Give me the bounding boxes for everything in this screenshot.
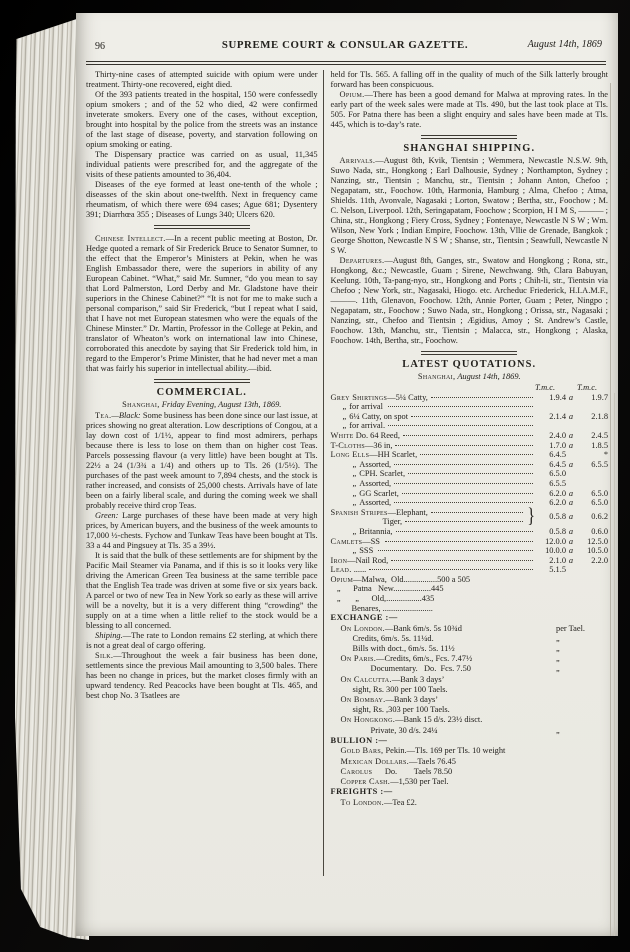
value-1: 5.1.5 — [549, 565, 566, 575]
quotation-row — [331, 537, 608, 547]
tmc-header: T.m.c. — [534, 383, 556, 392]
brace-line — [331, 508, 527, 518]
value-2 — [576, 565, 608, 575]
small-caps-lead: Chinese Intellect. — [95, 234, 166, 243]
row-label: Do. 64 Reed, — [353, 430, 400, 440]
rule-line — [421, 351, 517, 352]
quotation-plain-text: Benares, ........................ — [330, 603, 433, 613]
quotation-values — [536, 512, 608, 522]
paragraph: Tea.—Black: Some business has been done since our last issue, at prices showing no great alteration. Low descriptions of Congou, at a lay down cost of 1/1½, appear to find most admirers, perhaps because there is less to lose on them than on higher cost Teas. Parcels possessing flavour (a very little) have been bought at Tls. 22½ a 24 (1/3¾ a 1/4) and others up to Tls. 26 (1/5½). The purchases of the past week amount to 7,894 chests, and the stock is rather increased, and consists of 25,000 chests. Arrivals have of late been on a fairly liberal scale, and during the coming week we shall probably receive third crop Teas. — [86, 411, 318, 510]
quotation-brace-row — [330, 505, 608, 528]
ditto-mark: „ — [352, 488, 357, 498]
quotation-values — [536, 565, 608, 575]
spacer — [452, 767, 608, 777]
section-label: BULLION :— — [330, 735, 388, 745]
quotation-row — [331, 565, 608, 575]
value-2 — [576, 479, 608, 489]
quotation-row — [331, 489, 608, 499]
ditto-mark: „ — [352, 546, 357, 556]
row-label: for arrival. — [349, 421, 386, 431]
value-2: 2.4.5 — [591, 430, 608, 440]
value-conjunction: a — [568, 459, 574, 469]
paragraph: held for Tls. 565. A falling off in the quality of much of the Silk latterly brought forward has been conspicuous. — [330, 70, 608, 89]
dot-leader — [394, 483, 533, 484]
small-caps-lead: Spanish Stripes — [330, 507, 388, 517]
quotation-row — [331, 412, 608, 422]
quotation-row — [331, 441, 608, 451]
value-conjunction — [566, 565, 576, 575]
brace-line — [331, 517, 527, 527]
ditto-mark: „ — [342, 402, 347, 412]
dot-leader — [388, 406, 533, 407]
value-conjunction: a — [568, 498, 574, 508]
exchange-row — [331, 685, 608, 695]
quotation-values — [536, 441, 608, 451]
value-2: 6.5.0 — [591, 488, 608, 498]
paragraph: Thirty-nine cases of attempted suicide with opium were under treatment. Thirty-one recovered, eight died. — [86, 70, 318, 89]
value-1: 10.0.0 — [545, 546, 566, 556]
row-label: —Elephant, — [387, 507, 428, 517]
value-2: 10.5.0 — [587, 546, 608, 556]
row-label: —SS — [362, 536, 383, 546]
spacer — [456, 757, 608, 767]
quotation-values — [536, 469, 608, 479]
value-2: 6.5.0 — [591, 498, 608, 508]
value-2: * — [603, 450, 608, 460]
dot-leader — [403, 435, 533, 436]
value-1: 0.5.8 — [549, 512, 566, 522]
value-2: 6.5.5 — [591, 459, 608, 469]
dot-leader — [378, 550, 533, 551]
row-label: SSS — [359, 546, 376, 556]
quotation-values — [536, 431, 608, 441]
value-1: 6.4.5 — [549, 459, 566, 469]
dateline — [331, 372, 608, 382]
value-1: 2.1.0 — [549, 555, 566, 565]
row-text: On Calcutta.—Bank 3 days’ — [340, 674, 445, 684]
small-caps-lead: On Paris. — [340, 654, 377, 664]
row-text: sight, Rs. 300 per 100 Taels. — [352, 684, 448, 694]
small-caps-lead: Camlets — [330, 536, 363, 546]
paragraph: Green: Large purchases of these have been made at very high prices, by American buyers, and the business of the week amounts to 17,000 ½-chests. Fychow and Tunkaw Teas have been bought at Tls. 33 a 44 and Pingsuey at Tls. 35 a 39½. — [86, 511, 318, 550]
quotation-values — [536, 460, 608, 470]
paragraph: Of the 393 patients treated in the hospital, 150 were confessedly opium smokers ; and of the 52 who died, 42 were confirmed inveterate smokers. Every one of the cases, without exception, brought into hospital by the police from the streets was an instance of the last stage of disease, poverty, and starvation following on opium smoking or eating. — [86, 90, 318, 149]
page-title: SUPREME COURT & CONSULAR GAZETTE. — [221, 39, 469, 51]
exchange-row — [331, 634, 608, 644]
next-page-edge — [610, 83, 611, 936]
spacer — [455, 644, 556, 654]
spacer — [472, 654, 556, 664]
dot-leader — [402, 493, 533, 494]
row-label: GG Scarlet, — [359, 488, 399, 498]
small-caps-lead: Carolus — [340, 766, 373, 776]
paragraph: Silk.—Throughout the week a fair business has been done, settlements since the previous Mail amounting to 3,500 bales. There has been no change in prices, but the market closes firmly with an upward tendency. Red Peacocks have been bought at Tls. 465, and best chop No. 3 Tsatlees are — [86, 651, 318, 700]
dateline-date: Friday Evening, August 13th, 1869. — [159, 400, 282, 409]
section-heading: LATEST QUOTATIONS. — [402, 359, 537, 370]
value-1: 6.5.0 — [549, 469, 566, 479]
quotation-row — [331, 604, 608, 614]
value-1: 1.9.4 — [549, 392, 566, 402]
quotation-values — [536, 393, 608, 403]
italic-lead: Shiping. — [95, 631, 123, 640]
value-2: 0.6.2 — [591, 512, 608, 522]
row-text: Bills with doct., 6m/s. 5s. 11½ — [352, 644, 455, 654]
row-label: Assorted, — [359, 498, 392, 508]
tmc-header: T.m.c. — [576, 383, 598, 392]
spacer — [438, 695, 608, 705]
small-caps-lead: On London. — [340, 623, 385, 633]
right-text: per Tael. — [556, 623, 586, 633]
row-text: On London.—Bank 6m/s. 5s 10¾d — [340, 623, 462, 633]
dateline-place: Shanghai, — [122, 400, 160, 409]
value-2 — [576, 469, 608, 479]
paragraph: Departures.—August 8th, Ganges, str., Swatow and Hongkong ; Rona, str., Hongkong, &c.; Newcastle, Guam ; Sirene, Newchwang. 9th, Clara Babuyan, Keelung. 10th, Ta-pang-nyo, str., Hongkong and Ports ; Chih-li, str., Tientsin via Chefoo ; New York, str., Nagasaki, Hiogo. etc. Archeduc Friederick, H.I.A.M.F., ———. 11th, Glenavon, Foochow. 12th, Annie Porter, Guam ; Peter, Ningpo ; Negapatam, str., Foochow ; Suwo Nada, str., Hongkong ; Orissa, str., Nagasaki ; Nanzing, str., Chefoo and Tientsin ; Ægidius, Amoy ; St. Andrew’s Castle, Foochow. 13th, Manchu, str., Tientsin ; Malacca, str., Hongkong ; Alaska, Foochow. 14th, Bertha, str., Foochow. — [330, 256, 608, 345]
value-conjunction — [566, 469, 576, 479]
value-1: 0.5.8 — [549, 526, 566, 536]
value-2: 1.9.7 — [591, 392, 608, 402]
section-divider-rule — [421, 135, 517, 139]
right-text: „ — [556, 633, 560, 643]
row-label: ...... — [351, 565, 367, 575]
rule-line — [421, 354, 517, 355]
italic-lead: —Black: — [111, 411, 141, 420]
rule-line — [154, 228, 250, 229]
row-label: CPH. Scarlet, — [359, 469, 406, 479]
paragraph: Shiping.—The rate to London remains £2 sterling, at which there is not a great deal of cargo offering. — [86, 631, 318, 650]
dot-leader — [391, 560, 533, 561]
quotation-values — [536, 498, 608, 508]
spacer — [449, 777, 608, 787]
small-caps-lead: T-Cloths — [330, 440, 366, 450]
row-text: Gold Bars, Pekin.—Tls. 169 per Tls. 10 weight — [340, 746, 506, 756]
value-conjunction: a — [568, 512, 574, 522]
row-text: Carolus Do. Taels 78.50 — [340, 766, 453, 776]
dot-leader — [395, 445, 533, 446]
dot-leader — [408, 473, 533, 474]
ditto-mark: „ — [352, 459, 357, 469]
header-rule — [86, 61, 606, 67]
exchange-row — [331, 705, 608, 715]
row-label: —5¼ Catty, — [387, 392, 428, 402]
ditto-mark: „ — [352, 498, 357, 508]
dot-leader — [411, 416, 533, 417]
quotation-row — [331, 594, 608, 604]
row-label: —HH Scarlet, — [369, 450, 418, 460]
quotation-values — [536, 489, 608, 499]
row-text: Credits, 6m/s. 5s. 11¼d. — [352, 633, 434, 643]
row-text: Copper Cash.—1,530 per Tael. — [340, 776, 449, 786]
row-label: —36 in, — [365, 440, 393, 450]
ditto-mark: „ — [352, 478, 357, 488]
page-header — [88, 39, 602, 54]
dot-leader — [420, 454, 533, 455]
quotation-row — [331, 393, 608, 403]
paragraph: Arrivals.—August 8th, Kvik, Tientsin ; Wemmera, Newcastle N.S.W. 9th, Suwo Nada, str., Hongkong ; Earl Dalhousie, Sydney ; Northampton, Sydney ; Nanzing, str., Tientsin ; Manchu, str., Tientsin ; Johann Anton, Chefoo ; Negapatam, str., Foochow. 10th, Harmonia, Hamburg ; Alma, Chefoo ; Atma, Shields. 11th, Avonvale, Nagasaki ; Lorton, Swatow ; Bertha, str., Foochow ; M. C. Nelson, Liverpool. 12th, Seringapatam, Foochow ; Scorpion, H I M S, ——— ; China, str., Hongkong ; Fiery Cross, Sydney ; Fontenaye, Newcastle N S W ; Wm. Wilson, New York ; Indian Empire, Foochow. 13th, Vllie de Grenade, Bangkok ; George Shotton, Newcastle N S W ; Shanse, str., Tientsin ; Seawfull, Newcastle N S W. — [330, 156, 608, 255]
value-conjunction: a — [568, 392, 574, 402]
spacer — [444, 675, 608, 685]
exchange-row — [331, 757, 608, 767]
brace-glyph: } — [527, 505, 535, 528]
value-1: 6.2.0 — [549, 498, 566, 508]
column-divider-rule — [323, 70, 324, 876]
quotation-values — [536, 546, 608, 556]
row-text: To London.—Tea £2. — [340, 797, 417, 807]
value-2: 1.8.5 — [591, 440, 608, 450]
small-caps-lead: White — [330, 430, 354, 440]
row-text: On Paris.—Credits, 6m/s., Fcs. 7.47½ — [340, 654, 473, 664]
brace-lines — [331, 508, 527, 527]
spacer — [450, 705, 608, 715]
value-1: 12.0.0 — [545, 536, 566, 546]
dot-leader — [385, 541, 533, 542]
small-caps-lead: Opium — [330, 574, 354, 584]
quotation-values — [536, 479, 608, 489]
dot-leader — [394, 464, 533, 465]
quotation-row — [331, 469, 608, 479]
right-column — [331, 70, 608, 884]
row-label: Britannia, — [359, 526, 393, 536]
value-2: 12.5.0 — [587, 536, 608, 546]
row-label: Tiger, — [382, 517, 403, 527]
quotation-row — [331, 546, 608, 556]
section-heading: COMMERCIAL. — [156, 387, 247, 398]
small-caps-lead: To London. — [340, 797, 384, 807]
value-conjunction: a — [568, 546, 574, 556]
exchange-row — [331, 675, 608, 685]
next-page-edge-2 — [614, 393, 615, 936]
small-caps-lead: Grey Shirtings — [330, 392, 388, 402]
dateline — [86, 400, 318, 410]
left-column — [86, 70, 318, 884]
small-caps-lead: Opium. — [339, 90, 365, 99]
small-caps-lead: On Hongkong. — [340, 715, 396, 725]
paragraph: The Dispensary practice was carried on as usual, 11,345 individual patients were prescribed for, and the aggregate of the visits of these patients amounted to 36,404. — [86, 150, 318, 179]
small-caps-lead: Long Ells — [330, 450, 370, 460]
value-2: 2.2.0 — [591, 555, 608, 565]
rule-line — [154, 382, 250, 383]
quotation-row — [331, 431, 608, 441]
small-caps-lead: Departures. — [339, 256, 385, 265]
exchange-row — [331, 644, 608, 654]
rule-line — [421, 138, 517, 139]
section-divider-rule — [421, 351, 517, 355]
dot-leader — [431, 512, 523, 513]
small-caps-lead: Silk. — [95, 651, 114, 660]
row-text: On Hongkong.—Bank 15 d/s. 23½ disct. — [340, 715, 483, 725]
dateline-place: Shanghai, — [417, 372, 456, 381]
value-conjunction: a — [568, 536, 574, 546]
quotation-values — [536, 412, 608, 422]
small-caps-lead: Tea. — [95, 411, 112, 420]
value-1: 6.2.0 — [549, 488, 566, 498]
small-caps-lead: Copper Cash. — [340, 776, 391, 786]
section-heading: SHANGHAI SHIPPING. — [403, 143, 536, 154]
right-text: „ — [556, 654, 560, 664]
row-text: Mexican Dollars.—Taels 76.45 — [340, 756, 456, 766]
italic-lead: Green: — [95, 511, 119, 520]
value-conjunction: a — [568, 488, 574, 498]
spacer — [482, 715, 608, 725]
quotation-row — [331, 556, 608, 566]
gazette-page — [76, 13, 618, 936]
dot-leader — [405, 521, 523, 522]
spacer — [448, 685, 608, 695]
paragraph: It is said that the bulk of these settlements are for shipment by the Pacific Mail Steamer via Panama, and if this is so it looks very like driving the American Green Tea business at the same terrible pace that the English Tea trade was driven at some five or six years back. A parcel or two of new Tea in New York so early as these will arrive will be a novelty, but it is a very different thing “crowding” the supply on at a time when a little relief to the stock would be a blessing to all concerned. — [86, 551, 318, 630]
ditto-mark: „ — [342, 421, 347, 431]
row-text: On Bombay.—Bank 3 days’ — [340, 695, 439, 705]
row-text: sight, Rs. ,303 per 100 Taels. — [352, 705, 450, 715]
quotation-row — [331, 575, 608, 585]
dot-leader — [388, 425, 533, 426]
paragraph: Opium.—There has been a good demand for Malwa at mproving rates. In the early part of the week sales were made at Tls. 490, but the last took place at Tls. 505. For Patna there has been a slight enquiry and sales have been made at Tls. 445, which is to-day’s rate. — [330, 90, 608, 129]
right-text: „ — [556, 664, 560, 674]
quotation-row — [331, 460, 608, 470]
value-conjunction: a — [568, 440, 574, 450]
row-label: Assorted, — [359, 478, 392, 488]
small-caps-lead: Gold Bars, — [340, 746, 384, 756]
value-1: 6.5.5 — [549, 478, 566, 488]
quotation-values — [536, 556, 608, 566]
page-number: 96 — [95, 41, 105, 52]
quotation-row — [331, 450, 608, 460]
exchange-row — [331, 624, 608, 634]
spacer — [505, 746, 608, 756]
ditto-mark: „ — [352, 469, 357, 479]
spacer — [417, 798, 608, 808]
exchange-row — [331, 654, 608, 664]
quotation-row — [331, 421, 608, 431]
quotation-plain-text: „ Patna New..................445 — [330, 584, 444, 594]
quotation-values — [536, 537, 608, 547]
quotation-row — [331, 498, 608, 508]
section-label: EXCHANGE :— — [330, 613, 398, 623]
section-divider-rule — [154, 225, 250, 229]
row-label: 6¼ Catty, on spot — [349, 411, 409, 421]
value-conjunction: a — [568, 555, 574, 565]
exchange-row — [331, 798, 608, 808]
exchange-row — [331, 695, 608, 705]
quotation-row — [331, 402, 608, 412]
quotation-plain-text: „ „ Old,.................435 — [330, 594, 435, 604]
row-label: —Nail Rod, — [347, 555, 389, 565]
dot-leader — [369, 569, 533, 570]
row-label: Assorted, — [359, 459, 392, 469]
value-conjunction: a — [568, 430, 574, 440]
row-text: Private, 30 d/s. 24¼ — [370, 725, 438, 735]
dateline-date: August 14th, 1869. — [455, 372, 521, 381]
value-1: 6.4.5 — [549, 450, 566, 460]
small-caps-lead: Mexican Dollars. — [340, 756, 410, 766]
small-caps-lead: Iron — [330, 555, 348, 565]
spacer — [438, 726, 556, 736]
small-caps-lead: On Bombay. — [340, 695, 386, 705]
exchange-row — [331, 715, 608, 725]
value-conjunction — [566, 479, 576, 489]
section-label: FREIGHTS :— — [330, 787, 393, 797]
value-conjunction: a — [568, 411, 574, 421]
paragraph: Chinese Intellect.—In a recent public meeting at Boston, Dr. Hedge quoted a remark of Sir Frederick Bruce to Senator Sumner, to the effect that the Emperor’s Ministers at Pekin, when he was English Embassador there, were the superiors in ability of any European Cabinet. “What,” said Mr. Sumner, “do you mean to say that Lord Palmerston, Lord Derby and Mr. Gladstone have their superiors in the Chinese Cabinet?” “It is not for me to make such a personal comparison,” said Sir Frederick, “but I repeat what I said, that I have not met European statesmen who were the equals of the Chinese Minster.” Dr. Martin, Professor in the College at Pekin, and translator of Wheaton’s work on international law into Chinese, corroborated this anecdote by saying that Sir Frederick told him, in regard to the Emperor’s Prime Minister, that he had never met a man that was fairly his superior in intellectual ability.—ibid. — [86, 234, 318, 373]
quotation-plain-text: Opium—Malwa, Old................500 a 505 — [330, 574, 471, 584]
exchange-row — [331, 726, 608, 736]
dot-leader — [394, 502, 533, 503]
dot-leader — [396, 531, 533, 532]
value-1: 2.1.4 — [549, 411, 566, 421]
quotation-row — [331, 527, 608, 537]
row-label: for arrival — [349, 402, 386, 412]
quotation-values — [536, 527, 608, 537]
page-date: August 14th, 1869 — [527, 39, 602, 50]
spacer — [434, 634, 556, 644]
rule-line — [154, 379, 250, 380]
ditto-mark: „ — [352, 526, 357, 536]
spacer — [471, 664, 556, 674]
value-1: 1.7.0 — [549, 440, 566, 450]
value-1: 2.4.0 — [549, 430, 566, 440]
dot-leader — [431, 397, 533, 398]
value-2: 0.6.0 — [591, 526, 608, 536]
exchange-row — [331, 777, 608, 787]
value-conjunction: a — [568, 526, 574, 536]
paragraph: Diseases of the eye formed at least one-tenth of the whole ; diseasses of the skin about one-twelfth. Next in frequency came rheumatism, of which there were 694 cases; Ague 681; Dysentery 391; Diarrhœa 355 ; Diseases of Lungs 340; Ulcers 620. — [86, 180, 318, 219]
section-divider-rule — [154, 379, 250, 383]
exchange-row — [331, 746, 608, 756]
spacer — [462, 624, 556, 634]
quotation-values — [536, 450, 608, 460]
rule-line — [154, 225, 250, 226]
small-caps-lead: On Calcutta. — [340, 674, 392, 684]
exchange-row — [331, 767, 608, 777]
exchange-row — [331, 664, 608, 674]
ditto-mark: „ — [342, 411, 347, 421]
small-caps-lead: Lead. — [330, 565, 352, 575]
right-text: „ — [556, 644, 560, 654]
quotation-row — [331, 584, 608, 594]
value-conjunction — [566, 450, 576, 460]
right-text: „ — [556, 725, 560, 735]
value-2: 2.1.8 — [591, 411, 608, 421]
columns — [86, 70, 608, 884]
tmc-column-headers — [331, 383, 608, 393]
small-caps-lead: Arrivals. — [339, 156, 376, 165]
rule-line — [421, 135, 517, 136]
row-text: Documentary. Do. Fcs. 7.50 — [370, 664, 471, 674]
quotation-row — [331, 479, 608, 489]
